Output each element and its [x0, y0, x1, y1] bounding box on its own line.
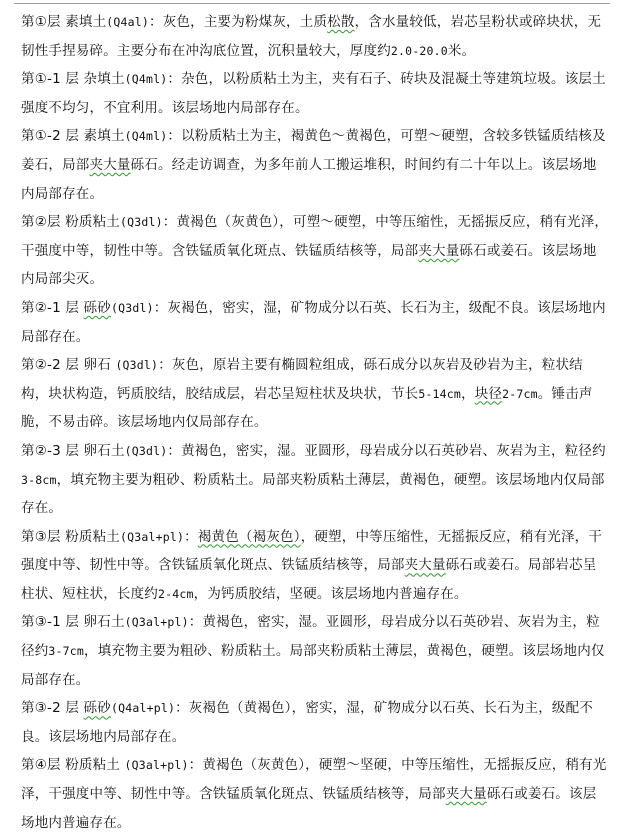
paragraph-text: ，硬塑，中等压缩性，无摇振反应，稍有光泽，干强度中等、韧性中等。含铁锰质氧化斑点、铁锰质结核等，局部	[21, 528, 603, 574]
layer-paragraph	[21, 608, 609, 694]
paragraph-text: 第③-1 层 卵石土	[21, 614, 125, 631]
paragraph-text: 第②-1 层	[21, 299, 84, 316]
document-body	[21, 8, 609, 837]
paragraph-text: 第①-2 层 素填土	[21, 128, 125, 145]
layer-paragraph	[21, 437, 609, 523]
layer-paragraph	[21, 694, 609, 751]
layer-paragraph	[21, 294, 609, 351]
geologic-code: (Q3al+pl)	[120, 529, 185, 544]
paragraph-text: ：灰褐色（黄褐色），密实，湿，矿物成分以石英、长石为主，级配不良。该层场地内局部存在。	[21, 700, 594, 745]
spellcheck-flagged-text: 夹大量	[404, 557, 446, 574]
geologic-code: (Q3dl)	[120, 215, 163, 230]
spellcheck-flagged-text: 块径	[474, 385, 503, 402]
paragraph-text: ：黄褐色（灰黄色），硬塑～坚硬，中等压缩性，无摇振反应，稍有光泽，干强度中等、韧性中等。含铁锰质氧化斑点、铁锰质结核等，局部	[21, 757, 607, 803]
geologic-code: (Q3dl)	[115, 358, 159, 373]
spellcheck-flagged-text: 夹大量	[89, 156, 131, 173]
spellcheck-flagged-text: 褐黄色（褐灰色）	[197, 528, 301, 545]
geologic-code: (Q3dl)	[124, 443, 168, 458]
paragraph-text: 第①层 素填土	[21, 14, 107, 30]
paragraph-text: 第③-2 层	[21, 700, 84, 717]
layer-paragraph	[21, 751, 609, 837]
geologic-code: 2.0-20.0	[390, 43, 448, 58]
paragraph-text: 第③层 粉质粘土	[21, 528, 120, 545]
paragraph-text: ：黄褐色（灰黄色），可塑～硬塑，中等压缩性，无摇振反应，稍有光泽，干强度中等，韧性中等。含铁锰质氧化斑点、铁锰质结核等，局部	[21, 214, 609, 259]
paragraph-text: 砾石或姜石。该层场地内局部尖灭。	[21, 242, 597, 288]
paragraph-text: 米。	[447, 42, 476, 59]
layer-paragraph	[21, 122, 609, 208]
paragraph-text: 第④层 粉质粘土	[21, 757, 125, 774]
layer-paragraph	[21, 208, 609, 294]
paragraph-text: ，填充物主要为粗砂、粉质粘土。局部夹粉质粘土薄层，黄褐色，硬塑。该层场地内仅局部存在。	[21, 643, 605, 688]
paragraph-text: ，	[461, 385, 475, 402]
layer-paragraph	[21, 523, 609, 609]
top-rule	[14, 3, 610, 4]
spellcheck-flagged-text: 松散	[327, 14, 355, 30]
spellcheck-flagged-text: 夹大量	[418, 242, 460, 259]
layer-paragraph	[21, 8, 609, 65]
paragraph-text: 第①-1 层 杂填土	[21, 71, 125, 88]
paragraph-text: 砾石或姜石。该层场地内普遍存在。	[21, 786, 597, 831]
paragraph-text: ，填充物主要为粗砂、粉质粘土。局部夹粉质粘土薄层，黄褐色，硬塑。该层场地内仅局部存在。	[21, 471, 605, 517]
geologic-code: (Q4al+pl)	[110, 701, 176, 716]
geologic-code: (Q4ml)	[124, 72, 168, 87]
paragraph-text: 砾石或姜石。局部岩芯呈柱状、短柱状，长度约	[21, 557, 597, 602]
geologic-code: (Q3dl)	[110, 300, 154, 315]
geologic-code: 3-7cm	[48, 644, 85, 659]
geologic-code: (Q3al+pl)	[124, 615, 189, 630]
paragraph-text: ：灰色，主要为粉煤灰，土质	[149, 14, 328, 30]
spellcheck-flagged-text: 砾砂	[83, 299, 111, 316]
paragraph-text: ：灰色，原岩主要有椭圆粒组成，砾石成分以灰岩及砂岩为主，粒状结构，块状构造，钙质胶结，胶结成层，岩芯呈短柱状及块状，节长	[21, 357, 583, 402]
paragraph-text: 第②-3 层 卵石土	[21, 442, 125, 459]
spellcheck-flagged-text: 砾砂	[83, 700, 111, 717]
layer-paragraph	[21, 65, 609, 122]
paragraph-text: ：	[184, 528, 198, 545]
paragraph-text: ，为钙质胶结，坚硬。该层场地内普遍存在。	[193, 585, 468, 602]
paragraph-text: ：灰褐色，密实，湿，矿物成分以石英、长石为主，级配不良。该层场地内局部存在。	[21, 299, 606, 345]
paragraph-text: 第②-2 层 卵石	[21, 357, 116, 374]
geologic-code: 2-7cm	[502, 386, 538, 401]
geologic-code: 3-8cm	[21, 472, 57, 487]
geologic-code: (Q4al)	[106, 15, 150, 29]
paragraph-text: 砾石。经走访调查，为多年前人工搬运堆积，时间约有二十年以上。该层场地内局部存在。	[21, 156, 597, 202]
paragraph-text: ，含水量较低，岩芯呈粉状或碎块状，无韧性手捏易碎。主要分布在冲沟底位置，沉积量较大，厚度约	[21, 14, 602, 59]
paragraph-text: ：以粉质粘土为主，褐黄色～黄褐色，可塑～硬塑，含较多铁锰质结核及姜石，局部	[21, 128, 606, 173]
geologic-code: 5-14cm	[418, 386, 462, 401]
spellcheck-flagged-text: 夹大量	[445, 786, 487, 803]
paragraph-text: 。锤击声脆，不易击碎。该层场地内仅局部存在。	[21, 385, 593, 431]
layer-paragraph	[21, 351, 609, 437]
paragraph-text: 第②层 粉质粘土	[21, 214, 120, 231]
paragraph-text: ：黄褐色，密实，湿。亚圆形，母岩成分以石英砂岩、灰岩为主，粒径约	[167, 442, 606, 459]
geologic-code: (Q4ml)	[124, 129, 168, 144]
paragraph-text: ：杂色，以粉质粘土为主，夹有石子、砖块及混凝土等建筑垃圾。该层土强度不均匀，不宜利用。该层场地内局部存在。	[21, 71, 606, 116]
geologic-code: 2-4cm	[158, 586, 194, 601]
paragraph-text: ：黄褐色，密实，湿。亚圆形，母岩成分以石英砂岩、灰岩为主，粒径约	[21, 614, 600, 660]
geologic-code: (Q3al+pl)	[124, 758, 189, 773]
